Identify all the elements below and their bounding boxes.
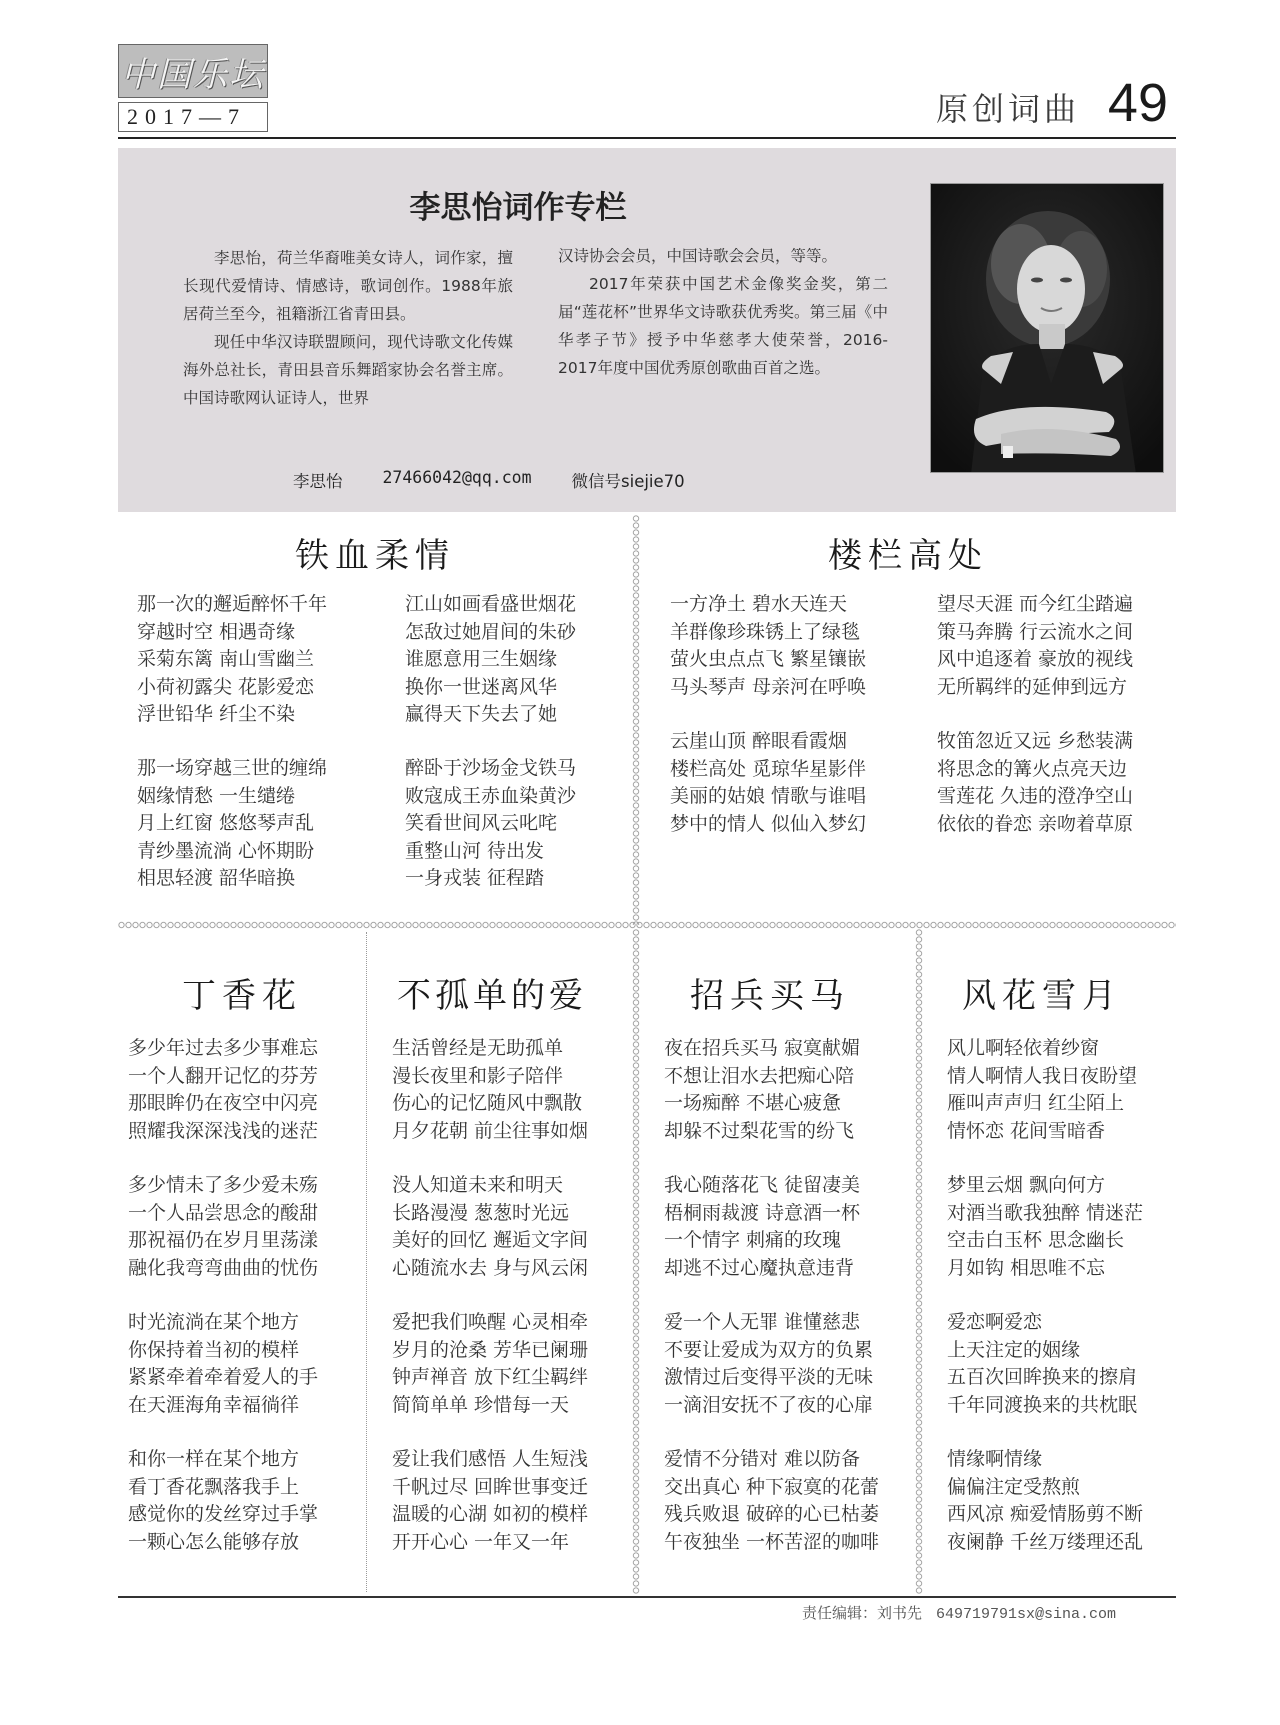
poem-stanza <box>947 1309 1137 1419</box>
vertical-divider <box>632 515 640 925</box>
poem-line: 赢得天下失去了她 <box>405 703 558 725</box>
bio-paragraph: 2017年荣获中国艺术金像奖金奖，第二届“莲花杯”世界华文诗歌获优秀奖。第三届《中华孝子节》授予中华慈孝大使荣誉，2016-2017年度中国优秀原创歌曲百首之选。 <box>558 275 888 377</box>
poem-line: 相思轻渡 韶华暗换 <box>137 867 296 889</box>
poem-line: 简简单单 珍惜每一天 <box>392 1393 570 1416</box>
column-divider <box>915 929 923 1594</box>
bio-paragraph: 汉诗协会会员，中国诗歌会会员，等等。 <box>558 247 838 265</box>
poem-stanza <box>664 1172 860 1282</box>
poem-title: 丁香花 <box>182 976 302 1016</box>
column-title: 李思怡词作专栏 <box>409 190 627 226</box>
bio-paragraph: 现任中华汉诗联盟顾问，现代诗歌文化传媒海外总社长，青田县音乐舞蹈家协会名誉主席。中国诗歌网认证诗人，世界 <box>183 333 513 407</box>
poem-line: 一场痴醉 不堪心疲惫 <box>664 1092 842 1114</box>
poem-line: 时光流淌在某个地方 <box>128 1311 300 1333</box>
poem-line: 西风凉 痴爱情肠剪不断 <box>947 1503 1144 1525</box>
poem-stanza <box>664 1446 879 1556</box>
author-portrait-photo <box>930 183 1164 473</box>
poem-line: 岁月的沧桑 芳华已阑珊 <box>392 1338 589 1361</box>
poem-stanza <box>947 1172 1143 1282</box>
poem-line: 楼栏高处 觅琼华星影伴 <box>670 757 867 780</box>
poem-line: 穿越时空 相遇奇缘 <box>137 620 296 643</box>
horizontal-divider <box>118 921 1176 929</box>
poem-stanza <box>128 1446 318 1556</box>
poem-line: 采菊东篱 南山雪幽兰 <box>137 648 315 670</box>
poem-line: 小荷初露尖 花影爱恋 <box>137 675 315 698</box>
poem-line: 夜在招兵买马 寂寞献媚 <box>664 1037 861 1059</box>
poem-line: 美丽的姑娘 情歌与谁唱 <box>670 785 867 807</box>
poem-line: 我心随落花飞 徒留凄美 <box>664 1174 861 1196</box>
poem-line: 月上红窗 悠悠琴声乱 <box>137 812 315 834</box>
masthead <box>118 44 268 132</box>
poem-stanza <box>405 755 576 893</box>
poem-title: 楼栏高处 <box>828 536 988 576</box>
poem-line: 江山如画看盛世烟花 <box>405 593 577 615</box>
poem-line: 将思念的篝火点亮天边 <box>937 757 1128 780</box>
poem-line: 不要让爱成为双方的负累 <box>664 1338 874 1361</box>
poem-line: 多少情未了多少爱未殇 <box>128 1174 319 1196</box>
author-profile-box <box>118 148 1176 512</box>
poem-line: 融化我弯弯曲曲的忧伤 <box>128 1256 319 1279</box>
bio-right-column <box>558 242 888 382</box>
poem-line: 姻缘情愁 一生缱绻 <box>137 784 296 807</box>
portrait-illustration-icon <box>931 184 1164 473</box>
poem-title: 铁血柔情 <box>295 536 455 576</box>
poem-line: 青纱墨流淌 心怀期盼 <box>137 839 315 862</box>
poem-line: 你保持着当初的模样 <box>128 1338 300 1361</box>
poem-line: 谁愿意用三生姻缘 <box>405 648 558 670</box>
poem-line: 风儿啊轻依着纱窗 <box>947 1037 1100 1059</box>
poem-line: 却逃不过心魔执意违背 <box>664 1256 855 1279</box>
poem-line: 一个人品尝思念的酸甜 <box>128 1201 319 1224</box>
poem-line: 情人啊情人我日夜盼望 <box>947 1064 1138 1087</box>
poem-line: 千帆过尽 回眸世事变迁 <box>392 1475 589 1498</box>
author-email: 27466042@qq.com <box>382 468 532 487</box>
issue-number: 2017—7 <box>118 102 268 132</box>
poem-line: 望尽天涯 而今红尘踏遍 <box>937 593 1134 615</box>
page-number: 49 <box>1107 73 1168 133</box>
poem-line: 感觉你的发丝穿过手掌 <box>128 1503 319 1525</box>
poem-line: 伤心的记忆随风中飘散 <box>392 1092 583 1114</box>
poem-line: 照耀我深深浅浅的迷茫 <box>128 1119 319 1142</box>
poem-line: 月夕花朝 前尘往事如烟 <box>392 1119 589 1142</box>
poem-line: 雪莲花 久违的澄净空山 <box>937 785 1134 807</box>
poem-line: 交出真心 种下寂寞的花蕾 <box>664 1475 880 1498</box>
poem-line: 看丁香花飘落我手上 <box>128 1475 300 1498</box>
section-label: 原创词曲 <box>935 90 1080 128</box>
poem-line: 那一场穿越三世的缠绵 <box>137 757 328 779</box>
poem-line: 却躲不过梨花雪的纷飞 <box>664 1119 855 1142</box>
poem-line: 牧笛忽近又远 乡愁装满 <box>937 730 1134 752</box>
poem-stanza <box>392 1172 588 1282</box>
author-name: 李思怡 <box>293 472 343 491</box>
poem-line: 温暖的心湖 如初的模样 <box>392 1503 589 1525</box>
poem-line: 萤火虫点点飞 繁星镶嵌 <box>670 648 867 670</box>
poem-line: 没人知道未来和明天 <box>392 1174 564 1196</box>
poem-line: 不想让泪水去把痴心陪 <box>664 1064 855 1087</box>
poem-line: 怎敌过她眉间的朱砂 <box>405 620 577 643</box>
poem-line: 情怀恋 花间雪暗香 <box>947 1119 1106 1142</box>
poem-line: 爱情不分错对 难以防备 <box>664 1448 861 1470</box>
poem-line: 那眼眸仍在夜空中闪亮 <box>128 1092 319 1114</box>
poem-line: 爱让我们感悟 人生短浅 <box>392 1448 589 1470</box>
poem-line: 风中追逐着 豪放的视线 <box>937 648 1134 670</box>
poem-line: 一身戎装 征程踏 <box>405 867 545 889</box>
poem-line: 一滴泪安抚不了夜的心扉 <box>664 1393 874 1416</box>
column-divider <box>632 929 640 1594</box>
poem-stanza <box>137 591 327 729</box>
poem-line: 午夜独坐 一杯苦涩的咖啡 <box>664 1530 880 1553</box>
poem-line: 紧紧牵着牵着爱人的手 <box>128 1366 319 1388</box>
poem-line: 那一次的邂逅醉怀千年 <box>137 593 328 615</box>
poem-line: 败寇成王赤血染黄沙 <box>405 784 577 807</box>
poem-line: 月如钩 相思唯不忘 <box>947 1256 1106 1279</box>
footer-rule <box>118 1596 1176 1598</box>
poem-line: 爱一个人无罪 谁懂慈悲 <box>664 1311 861 1333</box>
poem-line: 无所羁绊的延伸到远方 <box>937 675 1128 698</box>
magazine-logo: 中国乐坛 <box>118 44 268 98</box>
poem-line: 生活曾经是无助孤单 <box>392 1037 564 1059</box>
poem-line: 重整山河 待出发 <box>405 839 545 862</box>
bio-paragraph: 李思怡，荷兰华裔唯美女诗人，词作家，擅长现代爱情诗、情感诗，歌词创作。1988年旅居荷兰至今，祖籍浙江省青田县。 <box>183 249 513 323</box>
poem-line: 马头琴声 母亲河在呼唤 <box>670 675 867 698</box>
poem-title: 不孤单的爱 <box>397 976 587 1016</box>
poem-stanza <box>937 591 1133 701</box>
poem-line: 依依的眷恋 亲吻着草原 <box>937 812 1134 835</box>
poem-stanza <box>392 1035 588 1145</box>
poem-stanza <box>947 1035 1137 1145</box>
bio-left-column <box>183 244 513 412</box>
poem-line: 笑看世间风云叱咤 <box>405 812 558 834</box>
poem-line: 策马奔腾 行云流水之间 <box>937 620 1134 643</box>
author-wechat: 微信号siejie70 <box>571 472 685 491</box>
poem-stanza <box>128 1172 318 1282</box>
poem-line: 夜阑静 千丝万缕理还乱 <box>947 1530 1144 1553</box>
poem-stanza <box>392 1446 588 1556</box>
poem-line: 云崖山顶 醉眼看霞烟 <box>670 730 848 752</box>
poem-line: 梧桐雨裁渡 诗意酒一杯 <box>664 1201 861 1224</box>
poem-title: 招兵买马 <box>690 976 850 1016</box>
poem-line: 空击白玉杯 思念幽长 <box>947 1229 1125 1251</box>
poem-line: 心随流水去 身与风云闲 <box>392 1256 589 1279</box>
poem-stanza <box>128 1309 318 1419</box>
header-rule <box>118 137 1176 139</box>
poem-line: 一颗心怎么能够存放 <box>128 1530 300 1553</box>
poem-line: 长路漫漫 葱葱时光远 <box>392 1201 570 1224</box>
editor-email: 649719791sx@sina.com <box>936 1606 1117 1623</box>
poem-line: 雁叫声声归 红尘陌上 <box>947 1092 1125 1114</box>
poem-stanza <box>405 591 576 729</box>
poem-stanza <box>937 728 1133 838</box>
poem-line: 换你一世迷离风华 <box>405 675 558 698</box>
poem-stanza <box>392 1309 588 1419</box>
poem-line: 上天注定的姻缘 <box>947 1338 1081 1361</box>
poem-line: 五百次回眸换来的擦肩 <box>947 1366 1138 1388</box>
poem-stanza <box>670 591 866 701</box>
poem-line: 一个情字 刺痛的玫瑰 <box>664 1229 842 1251</box>
editor-credit <box>802 1602 1116 1623</box>
poem-line: 爱恋啊爱恋 <box>947 1311 1043 1333</box>
poem-line: 和你一样在某个地方 <box>128 1448 300 1470</box>
poem-line: 羊群像珍珠锈上了绿毯 <box>670 620 861 643</box>
poem-line: 情缘啊情缘 <box>947 1448 1043 1470</box>
poem-line: 钟声禅音 放下红尘羁绊 <box>392 1366 589 1388</box>
poem-line: 开开心心 一年又一年 <box>392 1530 570 1553</box>
poem-stanza <box>137 755 327 893</box>
poem-line: 残兵败退 破碎的心已枯萎 <box>664 1503 880 1525</box>
contact-info <box>293 468 685 492</box>
poem-stanza <box>670 728 866 838</box>
poem-stanza <box>664 1035 860 1145</box>
column-divider <box>366 932 367 1592</box>
poem-stanza <box>664 1309 873 1419</box>
poem-line: 浮世铅华 纤尘不染 <box>137 703 296 725</box>
poem-stanza <box>947 1446 1143 1556</box>
poem-line: 漫长夜里和影子陪伴 <box>392 1064 564 1087</box>
poem-line: 一方净土 碧水天连天 <box>670 593 848 615</box>
poem-line: 对酒当歌我独醉 情迷茫 <box>947 1201 1144 1224</box>
poem-line: 那祝福仍在岁月里荡漾 <box>128 1229 319 1251</box>
poem-line: 千年同渡换来的共枕眠 <box>947 1393 1138 1416</box>
poem-line: 梦里云烟 飘向何方 <box>947 1174 1106 1196</box>
poem-line: 醉卧于沙场金戈铁马 <box>405 757 577 779</box>
poem-title: 风花雪月 <box>962 976 1122 1016</box>
poem-line: 激情过后变得平淡的无味 <box>664 1366 874 1388</box>
poem-line: 梦中的情人 似仙入梦幻 <box>670 812 867 835</box>
poem-line: 爱把我们唤醒 心灵相牵 <box>392 1311 589 1333</box>
editor-name: 责任编辑：刘书先 <box>802 1606 923 1622</box>
poem-line: 在天涯海角幸福徜徉 <box>128 1393 300 1416</box>
poem-line: 一个人翻开记忆的芬芳 <box>128 1064 319 1087</box>
poem-line: 多少年过去多少事难忘 <box>128 1037 319 1059</box>
poem-stanza <box>128 1035 318 1145</box>
poem-line: 偏偏注定受熬煎 <box>947 1475 1081 1498</box>
poem-line: 美好的回忆 邂逅文字间 <box>392 1229 589 1251</box>
